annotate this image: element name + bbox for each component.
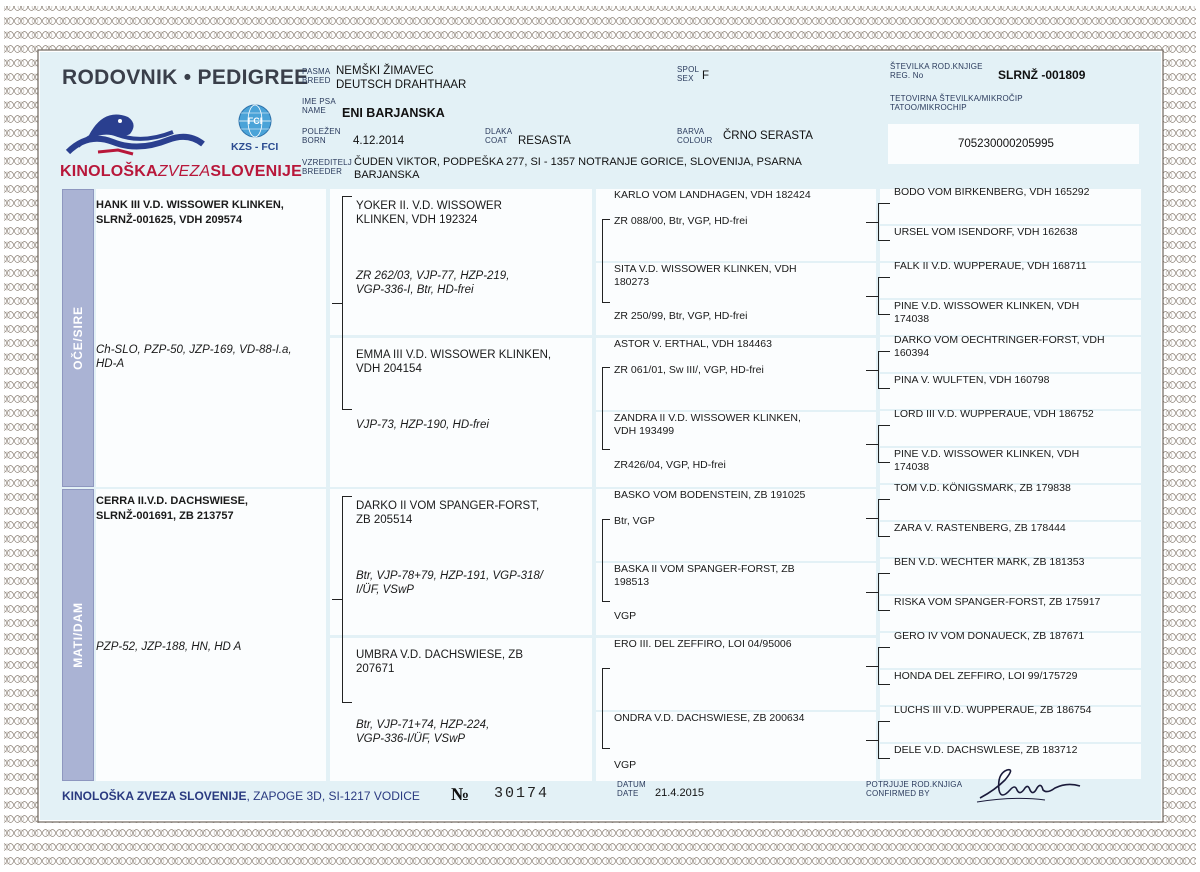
- grandparent-name-line2: VDH 204154: [356, 363, 422, 375]
- grandparent-name-line2: ZB 205514: [356, 514, 413, 526]
- coat-label: DLAKA COAT: [485, 127, 513, 145]
- name-label: IME PSA NAME: [302, 97, 336, 115]
- sire-name-line1: HANK III V.D. WISSOWER KLINKEN,: [96, 199, 284, 211]
- page-title: RODOVNIK • PEDIGREE: [62, 66, 309, 89]
- date-label: DATUM DATE: [617, 780, 646, 798]
- grandparent-name-line1: YOKER II. V.D. WISSOWER: [356, 200, 502, 212]
- breed-label: PASMA BREED: [302, 67, 331, 85]
- pedigree-bracket-tick: [602, 748, 610, 749]
- pedigree-bracket-tick: [342, 196, 352, 197]
- pedigree-bracket-tick: [602, 302, 610, 303]
- pedigree-bracket: [602, 668, 603, 748]
- gen4-ancestor-name-line1: BODO VOM BIRKENBERG, VDH 165292: [894, 186, 1090, 198]
- pedigree-bracket-tick: [878, 388, 890, 389]
- sire-name-line2: SLRNŽ-001625, VDH 209574: [96, 214, 243, 226]
- grandparent-name-line1: EMMA III V.D. WISSOWER KLINKEN,: [356, 349, 552, 361]
- pedigree-bracket: [878, 499, 879, 536]
- lion-logo-icon: [58, 102, 208, 167]
- great-grandparent-name-line2: 180273: [614, 276, 650, 288]
- gen4-ancestor-name-line1: DELE V.D. DACHSWLESE, ZB 183712: [894, 744, 1078, 756]
- pedigree-bracket-tick: [866, 518, 878, 519]
- sex-label: SPOL SEX: [677, 65, 700, 83]
- gen4-ancestor-name-line1: LORD III V.D. WUPPERAUE, VDH 186752: [894, 408, 1094, 420]
- gen4-ancestor-name-line2: 174038: [894, 313, 930, 325]
- colour-label: BARVA COLOUR: [677, 127, 713, 145]
- sire-titles-line1: Ch-SLO, PZP-50, JZP-169, VD-88-I.a,: [96, 344, 292, 356]
- colour-value: ČRNO SERASTA: [723, 130, 813, 142]
- pedigree-bracket: [878, 573, 879, 610]
- great-grandparent-name-line1: SITA V.D. WISSOWER KLINKEN, VDH: [614, 263, 797, 275]
- dam-titles: PZP-52, JZP-188, HN, HD A: [96, 641, 242, 653]
- gen4-ancestor-name-line1: RISKA VOM SPANGER-FORST, ZB 175917: [894, 596, 1101, 608]
- great-grandparent-name-line1: ERO III. DEL ZEFFIRO, LOI 04/95006: [614, 638, 792, 650]
- dam-name-line2: SLRNŽ-001691, ZB 213757: [96, 510, 234, 522]
- pedigree-bracket-tick: [602, 668, 610, 669]
- pedigree-bracket-tick: [342, 702, 352, 703]
- gen4-ancestor-name-line1: FALK II V.D. WUPPERAUE, VDH 168711: [894, 260, 1087, 272]
- sex-value: F: [702, 70, 710, 82]
- pedigree-bracket: [878, 277, 879, 314]
- pedigree-bracket: [602, 367, 603, 449]
- born-label: POLEŽEN BORN: [302, 127, 341, 145]
- great-grandparent-titles: VGP: [614, 759, 637, 771]
- pedigree-bracket-tick: [866, 740, 878, 741]
- great-grandparent-titles: Btr, VGP: [614, 515, 655, 527]
- gen4-ancestor-name-line1: ZARA V. RASTENBERG, ZB 178444: [894, 522, 1066, 534]
- great-grandparent-titles: ZR 088/00, Btr, VGP, HD-frei: [614, 215, 748, 227]
- fci-badge-text: FCI: [247, 116, 263, 126]
- microchip-value: 705230000205995: [958, 138, 1054, 150]
- pedigree-bracket-tick: [878, 314, 890, 315]
- great-grandparent-name-line1: KARLO VOM LANDHAGEN, VDH 182424: [614, 189, 811, 201]
- pedigree-bracket-tick: [602, 601, 610, 602]
- gen4-ancestor-name-line2: 174038: [894, 461, 930, 473]
- parent-cell: [96, 189, 326, 487]
- gen4-ancestor-name-line1: PINE V.D. WISSOWER KLINKEN, VDH: [894, 300, 1080, 312]
- grandparent-name-line1: DARKO II VOM SPANGER-FORST,: [356, 500, 540, 512]
- great-grandparent-titles: ZR 061/01, Sw III/, VGP, HD-frei: [614, 364, 764, 376]
- sire-titles-line2: HD-A: [96, 358, 125, 370]
- gen4-ancestor-name-line1: HONDA DEL ZEFFIRO, LOI 99/175729: [894, 670, 1078, 682]
- great-grandparent-titles: ZR 250/99, Btr, VGP, HD-frei: [614, 310, 748, 322]
- kzs-fci-label: KZS - FCI: [231, 141, 279, 153]
- gen4-ancestor-name-line1: BEN V.D. WECHTER MARK, ZB 181353: [894, 556, 1085, 568]
- pedigree-bracket-tick: [878, 684, 890, 685]
- grandparent-titles-line2: VGP-336-I, Btr, HD-frei: [356, 284, 474, 296]
- pedigree-bracket-tick: [866, 444, 878, 445]
- pedigree-bracket-tick: [866, 592, 878, 593]
- pedigree-bracket: [602, 519, 603, 601]
- pedigree-bracket: [342, 196, 343, 409]
- pedigree-bracket-tick: [878, 351, 890, 352]
- grandparent-titles-line2: VGP-336-I/ÜF, VSwP: [356, 733, 466, 745]
- pedigree-bracket-tick: [602, 367, 610, 368]
- tattoo-label: TETOVIRNA ŠTEVILKA/MIKROČIP TATOO/MIKROCHIP: [890, 94, 1023, 112]
- pedigree-bracket: [878, 203, 879, 240]
- organization-name: KINOLOŠKAZVEZASLOVENIJE: [60, 163, 302, 180]
- gen4-ancestor-name-line2: 160394: [894, 347, 930, 359]
- breeder-line1: ČUDEN VIKTOR, PODPEŠKA 277, SI - 1357 NOTRANJE GORICE, SLOVENIJA, PSARNA: [354, 156, 802, 168]
- pedigree-bracket-tick: [878, 462, 890, 463]
- pedigree-bracket: [878, 721, 879, 758]
- pedigree-bracket-tick: [878, 240, 890, 241]
- breeder-label: VZREDITELJ BREEDER: [302, 158, 353, 176]
- dam-section-label: MATI/DAM: [62, 489, 94, 781]
- pedigree-bracket-tick: [866, 666, 878, 667]
- gen4-ancestor-name-line1: GERO IV VOM DONAUECK, ZB 187671: [894, 630, 1085, 642]
- gen4-ancestor-name-line1: PINE V.D. WISSOWER KLINKEN, VDH: [894, 448, 1080, 460]
- pedigree-bracket-tick: [878, 758, 890, 759]
- confirmed-by-label: POTRJUJE ROD.KNJIGA CONFIRMED BY: [866, 780, 963, 798]
- pedigree-bracket-tick: [342, 496, 352, 497]
- breed-value-en: DEUTSCH DRAHTHAAR: [336, 79, 467, 91]
- pedigree-bracket-tick: [878, 277, 890, 278]
- pedigree-bracket: [878, 351, 879, 388]
- great-grandparent-titles: ZR426/04, VGP, HD-frei: [614, 459, 726, 471]
- pedigree-bracket-tick: [866, 370, 878, 371]
- pedigree-bracket-tick: [332, 599, 342, 600]
- gen4-ancestor-name-line1: TOM V.D. KÖNIGSMARK, ZB 179838: [894, 482, 1071, 494]
- gen4-ancestor-name-line1: LUCHS III V.D. WUPPERAUE, ZB 186754: [894, 704, 1092, 716]
- grandparent-name-line2: KLINKEN, VDH 192324: [356, 214, 478, 226]
- pedigree-bracket-tick: [866, 222, 878, 223]
- parent-cell: [96, 489, 326, 781]
- pedigree-bracket-tick: [878, 610, 890, 611]
- reg-label: ŠTEVILKA ROD.KNJIGE REG. No: [890, 62, 983, 80]
- signature: [975, 760, 1085, 810]
- coat-value: RESASTA: [518, 135, 571, 147]
- great-grandparent-name-line2: VDH 193499: [614, 425, 675, 437]
- dog-name: ENI BARJANSKA: [342, 106, 445, 120]
- great-grandparent-name-line1: ONDRA V.D. DACHSWIESE, ZB 200634: [614, 712, 805, 724]
- date-value: 21.4.2015: [655, 787, 704, 799]
- certificate-number: 30174: [494, 785, 550, 802]
- grandparent-titles-line2: I/ÜF, VSwP: [356, 584, 414, 596]
- pedigree-bracket-tick: [866, 296, 878, 297]
- pedigree-bracket: [602, 219, 603, 302]
- pedigree-bracket-tick: [878, 536, 890, 537]
- dam-name-line1: CERRA II.V.D. DACHSWIESE,: [96, 495, 248, 507]
- pedigree-bracket: [878, 647, 879, 684]
- gen4-ancestor-name-line1: URSEL VOM ISENDORF, VDH 162638: [894, 226, 1078, 238]
- great-grandparent-name-line1: BASKO VOM BODENSTEIN, ZB 191025: [614, 489, 806, 501]
- reg-number: SLRNŽ -001809: [998, 68, 1086, 82]
- pedigree-bracket-tick: [878, 203, 890, 204]
- pedigree-bracket-tick: [332, 303, 342, 304]
- grandparent-name-line2: 207671: [356, 663, 395, 675]
- certificate-number-label: №: [451, 784, 470, 804]
- pedigree-bracket-tick: [602, 519, 610, 520]
- pedigree-bracket-tick: [342, 409, 352, 410]
- great-grandparent-name-line2: 198513: [614, 576, 650, 588]
- pedigree-bracket: [878, 425, 879, 462]
- great-grandparent-name-line1: ZANDRA II V.D. WISSOWER KLINKEN,: [614, 412, 801, 424]
- pedigree-bracket-tick: [878, 425, 890, 426]
- pedigree-bracket-tick: [878, 499, 890, 500]
- gen4-ancestor-name-line1: DARKO VOM OECHTRINGER-FORST, VDH: [894, 334, 1105, 346]
- great-grandparent-titles: VGP: [614, 610, 637, 622]
- grandparent-titles-line1: VJP-73, HZP-190, HD-frei: [356, 419, 489, 431]
- pedigree-bracket-tick: [878, 721, 890, 722]
- pedigree-bracket-tick: [878, 573, 890, 574]
- grandparent-titles-line1: ZR 262/03, VJP-77, HZP-219,: [356, 270, 510, 282]
- pedigree-certificate: [40, 52, 1161, 820]
- pedigree-bracket-tick: [878, 647, 890, 648]
- grandparent-name-line1: UMBRA V.D. DACHSWIESE, ZB: [356, 649, 523, 661]
- footer-organization: KINOLOŠKA ZVEZA SLOVENIJE, ZAPOGE 3D, SI-1217 VODICE: [62, 789, 420, 803]
- breed-value-sl: NEMŠKI ŽIMAVEC: [336, 65, 434, 77]
- pedigree-bracket: [342, 496, 343, 702]
- grandparent-titles-line1: Btr, VJP-78+79, HZP-191, VGP-318/: [356, 570, 543, 582]
- great-grandparent-name-line1: BASKA II VOM SPANGER-FORST, ZB: [614, 563, 795, 575]
- born-value: 4.12.2014: [353, 135, 405, 147]
- pedigree-bracket-tick: [602, 219, 610, 220]
- gen4-ancestor-name-line1: PINA V. WULFTEN, VDH 160798: [894, 374, 1050, 386]
- grandparent-titles-line1: Btr, VJP-71+74, HZP-224,: [356, 719, 490, 731]
- sire-section-label: OČE/SIRE: [62, 189, 94, 487]
- great-grandparent-name-line1: ASTOR V. ERTHAL, VDH 184463: [614, 338, 772, 350]
- fci-globe-icon: [235, 102, 275, 145]
- pedigree-bracket-tick: [602, 449, 610, 450]
- breeder-line2: BARJANSKA: [354, 169, 420, 181]
